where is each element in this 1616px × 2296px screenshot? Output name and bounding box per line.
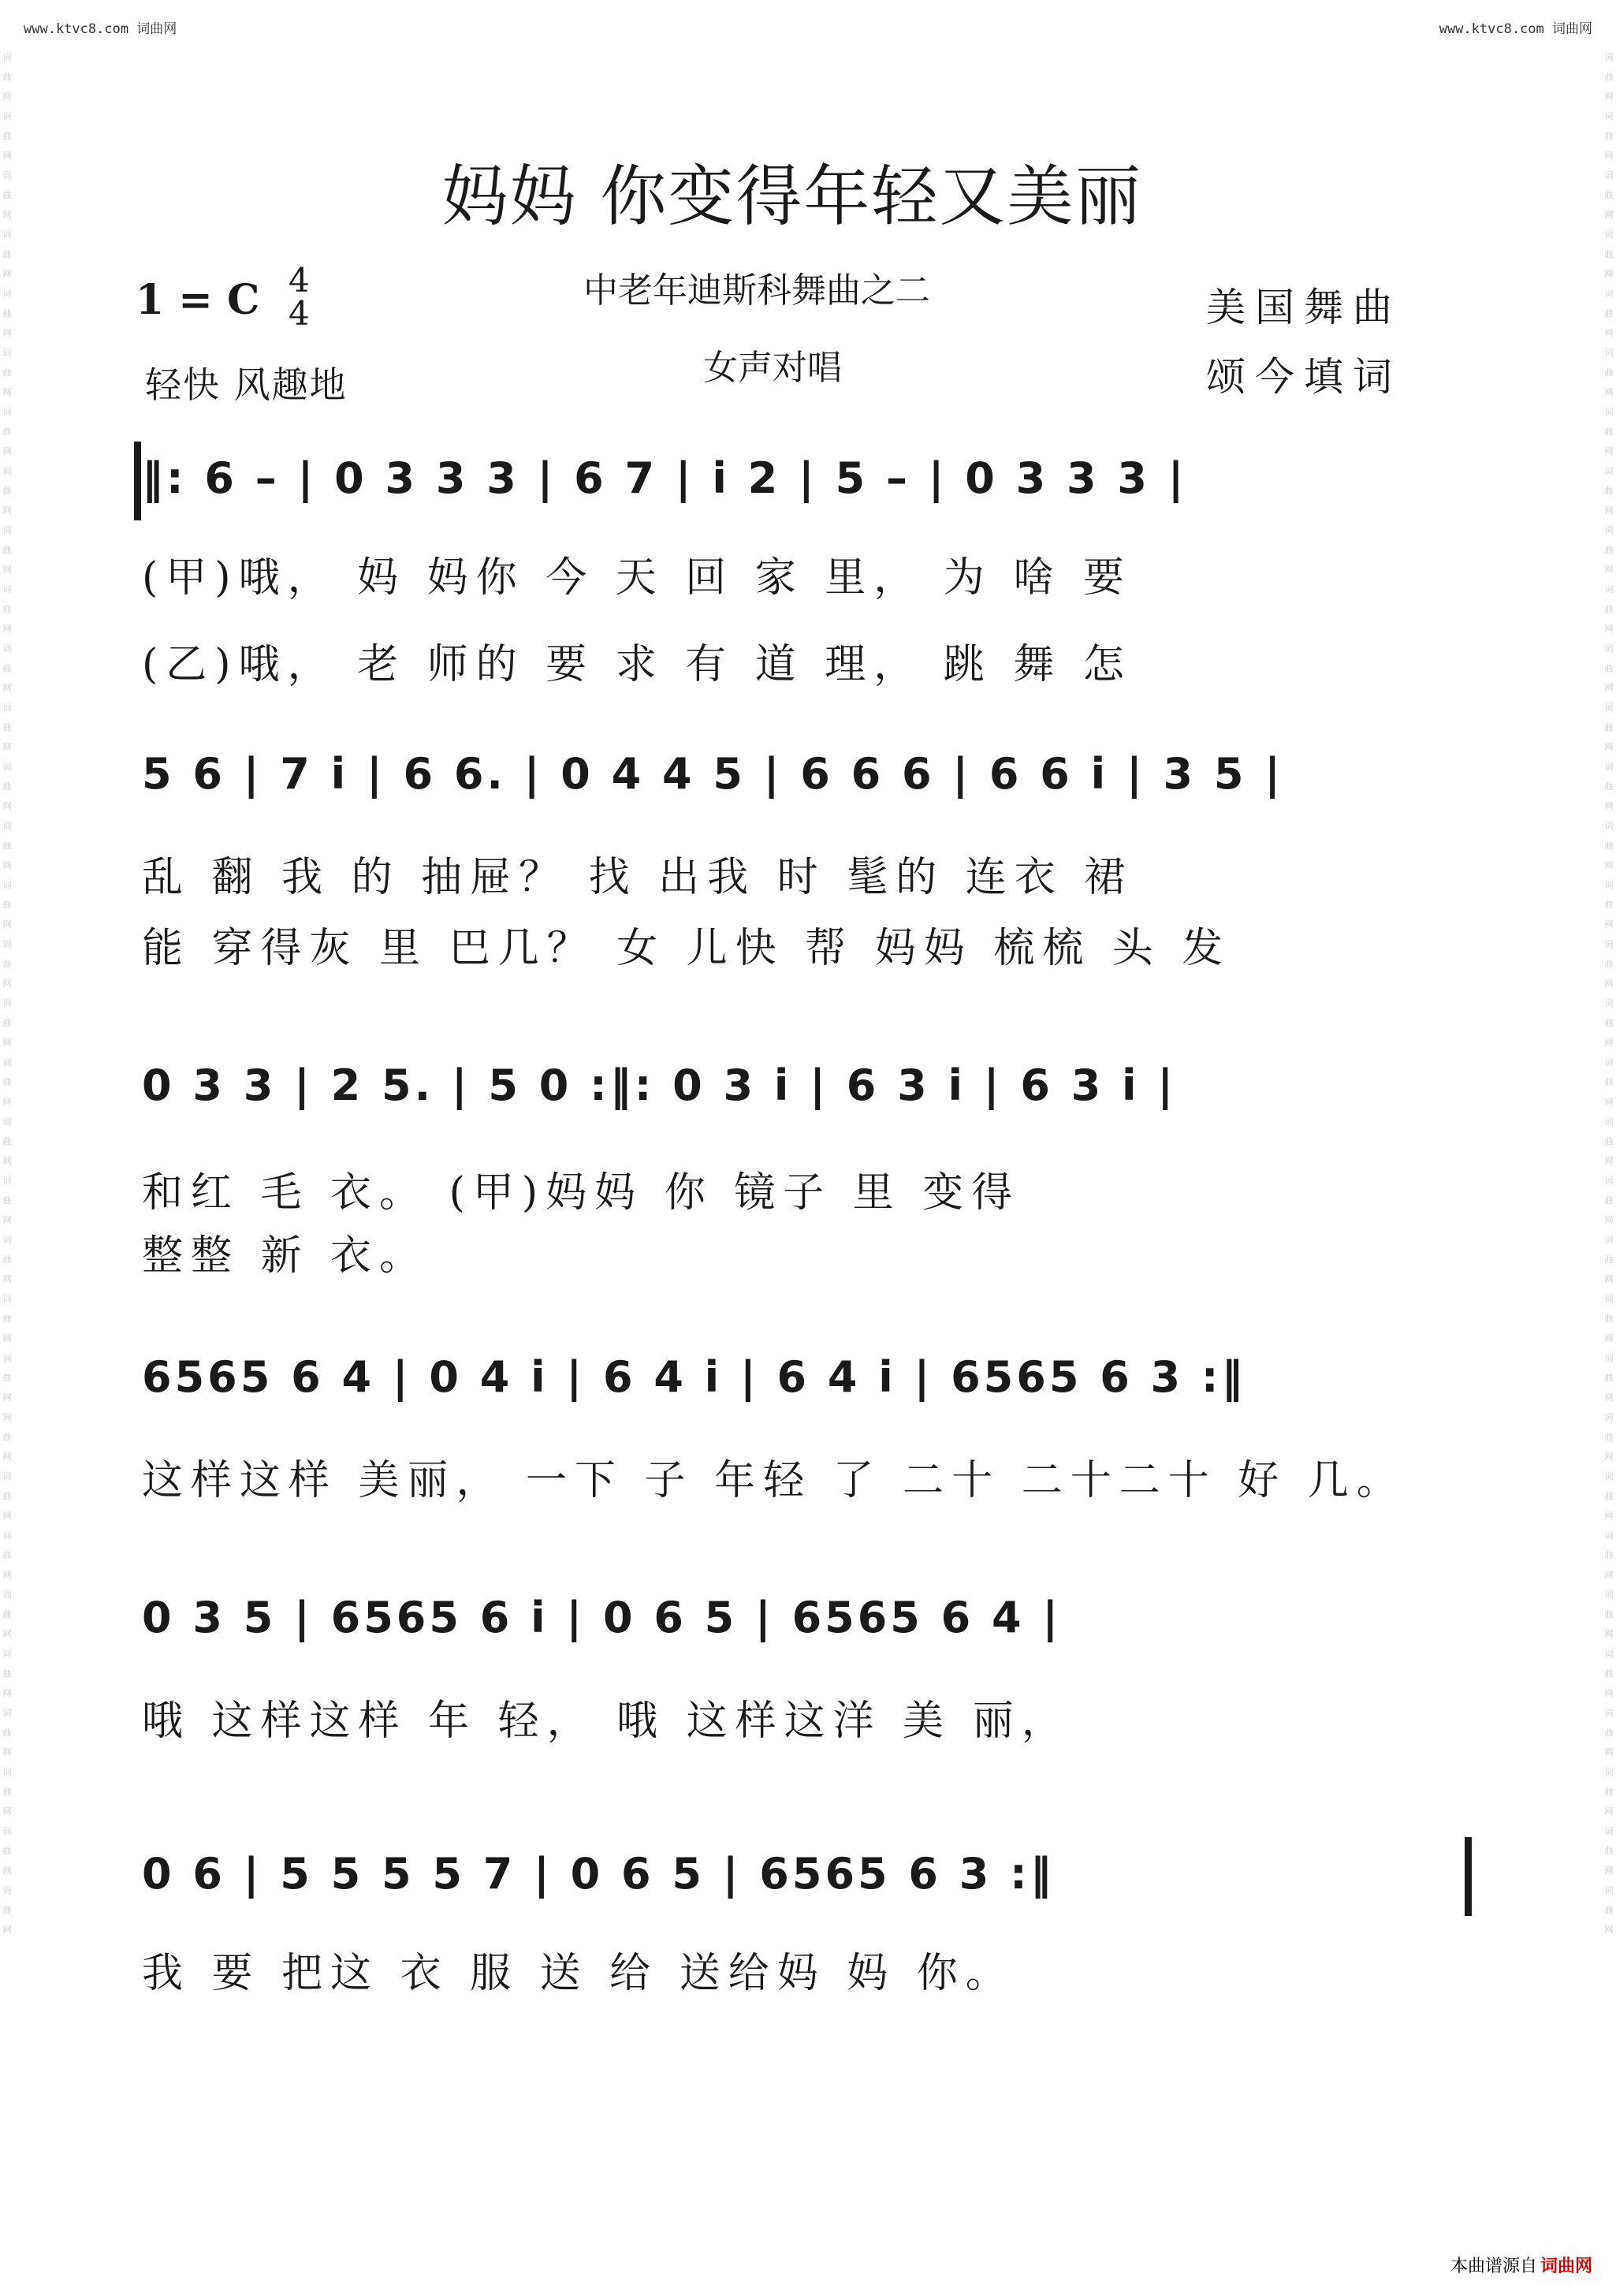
lyric-line-2a: 乱 翻 我 的 抽屉？ 找 出我 时 髦的 连衣 裙	[142, 854, 1134, 901]
lyricist-credit: 颂今填词	[1206, 354, 1402, 400]
notation-line-1: ‖: 6 – | 0 3 3 3 | 6 7 | i 2 | 5 – | 0 3 3 3 |	[142, 453, 1187, 503]
watermark-right: 词曲网词曲网词曲网词曲网词曲网词曲网词曲网词曲网词曲网词曲网词曲网词曲网词曲网词曲网词曲网词曲网词曲网词曲网词曲网词曲网词曲网词曲网词曲网词曲网词曲网词曲网词曲网词曲网词曲网词曲网词曲网词曲网	[1604, 52, 1614, 1935]
header-site-left: www.ktvc8.com 词曲网	[24, 21, 177, 37]
song-title: 妈妈 你变得年轻又美丽	[441, 158, 1143, 235]
key-signature: 1 = C	[136, 276, 260, 324]
final-repeat-barline	[1465, 1837, 1472, 1916]
notation-line-6: 0 6 | 5 5 5 5 7 | 0 6 5 | 6565 6 3 :‖	[142, 1849, 1055, 1899]
lyric-line-3a: 和红 毛 衣。 (甲)妈妈 你 镜子 里 变得	[142, 1169, 1021, 1217]
subtitle: 中老年迪斯科舞曲之二	[583, 270, 930, 311]
notation-line-5: 0 3 5 | 6565 6 i | 0 6 5 | 6565 6 4 |	[142, 1593, 1062, 1642]
footer-site-link[interactable]: 词曲网	[1540, 2257, 1592, 2276]
notation-line-2: 5 6 | 7 i | 6 6. | 0 4 4 5 | 6 6 6 | 6 6 i | 3 5 |	[142, 749, 1283, 799]
notation-line-4: 6565 6 4 | 0 4 i | 6 4 i | 6 4 i | 6565 6 3 :‖	[142, 1352, 1246, 1402]
time-signature-top: 4	[289, 261, 310, 300]
lyric-line-5: 哦 这样这样 年 轻， 哦 这样这洋 美 丽，	[142, 1698, 1071, 1745]
lyric-line-4: 这样这样 美丽， 一下 子 年轻 了 二十 二十二十 好 几。	[142, 1457, 1406, 1504]
lyric-line-6: 我 要 把这 衣 服 送 给 送给妈 妈 你。	[142, 1950, 1015, 1997]
lyric-line-3b: 整整 新 衣。	[142, 1232, 429, 1280]
lyric-line-2b: 能 穿得灰 里 巴几？ 女 儿快 帮 妈妈 梳梳 头 发	[142, 925, 1231, 972]
watermark-left: 词曲网词曲网词曲网词曲网词曲网词曲网词曲网词曲网词曲网词曲网词曲网词曲网词曲网词曲网词曲网词曲网词曲网词曲网词曲网词曲网词曲网词曲网词曲网词曲网词曲网词曲网词曲网词曲网词曲网词曲网词曲网词曲网	[2, 52, 12, 1935]
lyric-line-1b: (乙)哦， 老 师的 要 求 有 道 理， 跳 舞 怎	[142, 641, 1132, 688]
notation-line-3: 0 3 3 | 2 5. | 5 0 :‖: 0 3 i | 6 3 i | 6 3 i |	[142, 1060, 1177, 1110]
tempo-marking: 轻快 风趣地	[145, 363, 348, 406]
repeat-start-barline	[134, 442, 141, 520]
composer-credit: 美国舞曲	[1206, 285, 1402, 330]
lyric-line-1a: (甲)哦， 妈 妈你 今 天 回 家 里， 为 啥 要	[142, 554, 1132, 602]
voice-type: 女声对唱	[703, 348, 842, 388]
time-signature-bottom: 4	[289, 294, 310, 333]
header-site-right: www.ktvc8.com 词曲网	[1439, 21, 1592, 37]
footer-source-label: 本曲谱源自	[1450, 2257, 1537, 2276]
